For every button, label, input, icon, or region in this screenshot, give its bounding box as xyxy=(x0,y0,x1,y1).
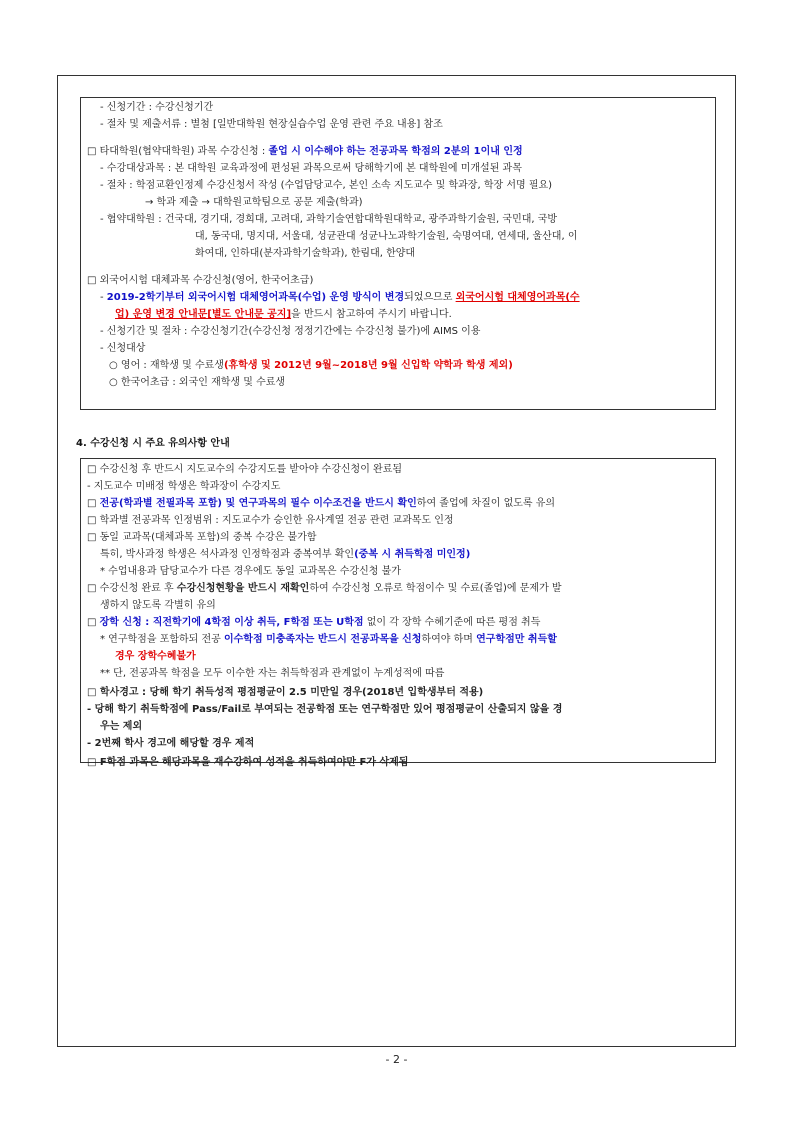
notice-line-18: □ F학점 과목은 해당과목을 재수강하여 성적을 취득하여야만 F가 삭제됨 xyxy=(87,757,409,768)
notice-line-12: 경우 장학수혜불가 xyxy=(115,651,196,662)
notice-line-3: □ 전공(학과별 전필과목 포함) 및 연구과목의 필수 이수조건을 반드시 확인하여 졸업에 차질이 없도록 유의 xyxy=(87,498,556,509)
notice-line-9: 생하지 않도록 각별히 유의 xyxy=(100,600,216,611)
target-course-line: - 수강대상과목 : 본 대학원 교육과정에 편성된 과목으로써 당해학기에 본 대학원에 미개설된 과목 xyxy=(100,163,522,174)
notice-line-11: * 연구학점을 포함하되 전공 이수학점 미충족자는 반드시 전공과목을 신청하여야 하며 연구학점만 취득할 xyxy=(100,634,557,645)
page-number: - 2 - xyxy=(385,1053,408,1066)
partner-schools-line-2: 대, 동국대, 명지대, 서울대, 성균관대 성균나노과학기술원, 숙명여대, 연세대, 울산대, 이 xyxy=(195,231,578,242)
credit-limit-note: 졸업 시 이수해야 하는 전공과목 학점의 2분의 1이내 인정 xyxy=(268,146,523,157)
notice-line-14: □ 학사경고 : 당해 학기 취득성적 평점평균이 2.5 미만일 경우(2018년 입학생부터 적용) xyxy=(87,687,484,698)
notice-line-13: ** 단, 전공과목 학점을 모두 이수한 자는 취득학점과 관계없이 누계성적에 따름 xyxy=(100,668,445,679)
section-heading: 4. 수강신청 시 주요 유의사항 안내 xyxy=(76,438,230,449)
notice-line-8: □ 수강신청 완료 후 수강신청현황을 반드시 재확인하여 수강신청 오류로 학점이수 및 수료(졸업)에 문제가 발 xyxy=(87,583,562,594)
notice-line-10: □ 장학 신청 : 직전학기에 4학점 이상 취득, F학점 또는 U학점 없이 각 장학 수혜기준에 따른 평점 취득 xyxy=(87,617,541,628)
procedure-detail-line: - 절차 : 학점교환인정제 수강신청서 작성 (수업담당교수, 본인 소속 지도교수 및 학과장, 학장 서명 필요) xyxy=(100,180,553,191)
notice-line-17: - 2번째 학사 경고에 해당할 경우 제적 xyxy=(87,738,255,749)
notice-line-5: □ 동일 교과목(대체과목 포함)의 중복 수강은 불가함 xyxy=(87,532,317,543)
notice-line-7: * 수업내용과 담당교수가 다른 경우에도 동일 교과목은 수강신청 불가 xyxy=(100,566,401,577)
foreign-language-procedure: - 신청기간 및 절차 : 수강신청기간(수강신청 정정기간에는 수강신청 불가)에 AIMS 이용 xyxy=(100,326,481,337)
apply-period-line: - 신청기간 : 수강신청기간 xyxy=(100,102,214,113)
notice-line-4: □ 학과별 전공과목 인정범위 : 지도교수가 승인한 유사계열 전공 관련 교과목도 인정 xyxy=(87,515,454,526)
notice-line-1: □ 수강신청 후 반드시 지도교수의 수강지도를 받아야 수강신청이 완료됨 xyxy=(87,464,403,475)
procedure-line: - 절차 및 제출서류 : 별첨 [일반대학원 현장실습수업 운영 관련 주요 내용] 참조 xyxy=(100,119,443,130)
partner-schools-line-1: - 협약대학원 : 건국대, 경기대, 경희대, 고려대, 과학기술연합대학원대학교, 광주과학기술원, 국민대, 국방 xyxy=(100,214,558,225)
notice-line-15: - 당해 학기 취득학점에 Pass/Fail로 부여되는 전공학점 또는 연구학점만 있어 평점평균이 산출되지 않을 경 xyxy=(87,704,563,715)
notice-line-6: 특히, 박사과정 학생은 석사과정 인정학점과 중복여부 확인(중복 시 취득학점 미인정) xyxy=(100,549,471,560)
partner-schools-line-3: 화여대, 인하대(분자과학기술학과), 한림대, 한양대 xyxy=(195,248,416,259)
notice-line-16: 우는 제외 xyxy=(100,721,143,732)
foreign-language-notice-2: 업) 운영 변경 안내문[별도 안내문 공지]을 반드시 참고하여 주시기 바랍니다. xyxy=(115,309,452,320)
english-target-line: ○ 영어 : 재학생 및 수료생(휴학생 및 2012년 9월~2018년 9월 신입학 약학과 학생 제외) xyxy=(109,360,513,371)
foreign-language-notice-1: - 2019-2학기부터 외국어시험 대체영어과목(수업) 운영 방식이 변경되었으므로 외국어시험 대체영어과목(수 xyxy=(100,292,580,303)
other-grad-school-section: □ 타대학원(협약대학원) 과목 수강신청 : 졸업 시 이수해야 하는 전공과목 학점의 2분의 1이내 인정 xyxy=(87,146,523,157)
foreign-language-section-title: □ 외국어시험 대체과목 수강신청(영어, 한국어초급) xyxy=(87,275,314,286)
notice-line-2: - 지도교수 미배정 학생은 학과장이 수강지도 xyxy=(87,481,281,492)
procedure-submit-line: → 학과 제출 → 대학원교학팀으로 공문 제출(학과) xyxy=(145,197,363,208)
notice-box xyxy=(80,458,716,768)
info-box-1 xyxy=(80,97,716,410)
korean-target-line: ○ 한국어초급 : 외국인 재학생 및 수료생 xyxy=(109,377,286,388)
foreign-language-target: - 신청대상 xyxy=(100,343,146,354)
